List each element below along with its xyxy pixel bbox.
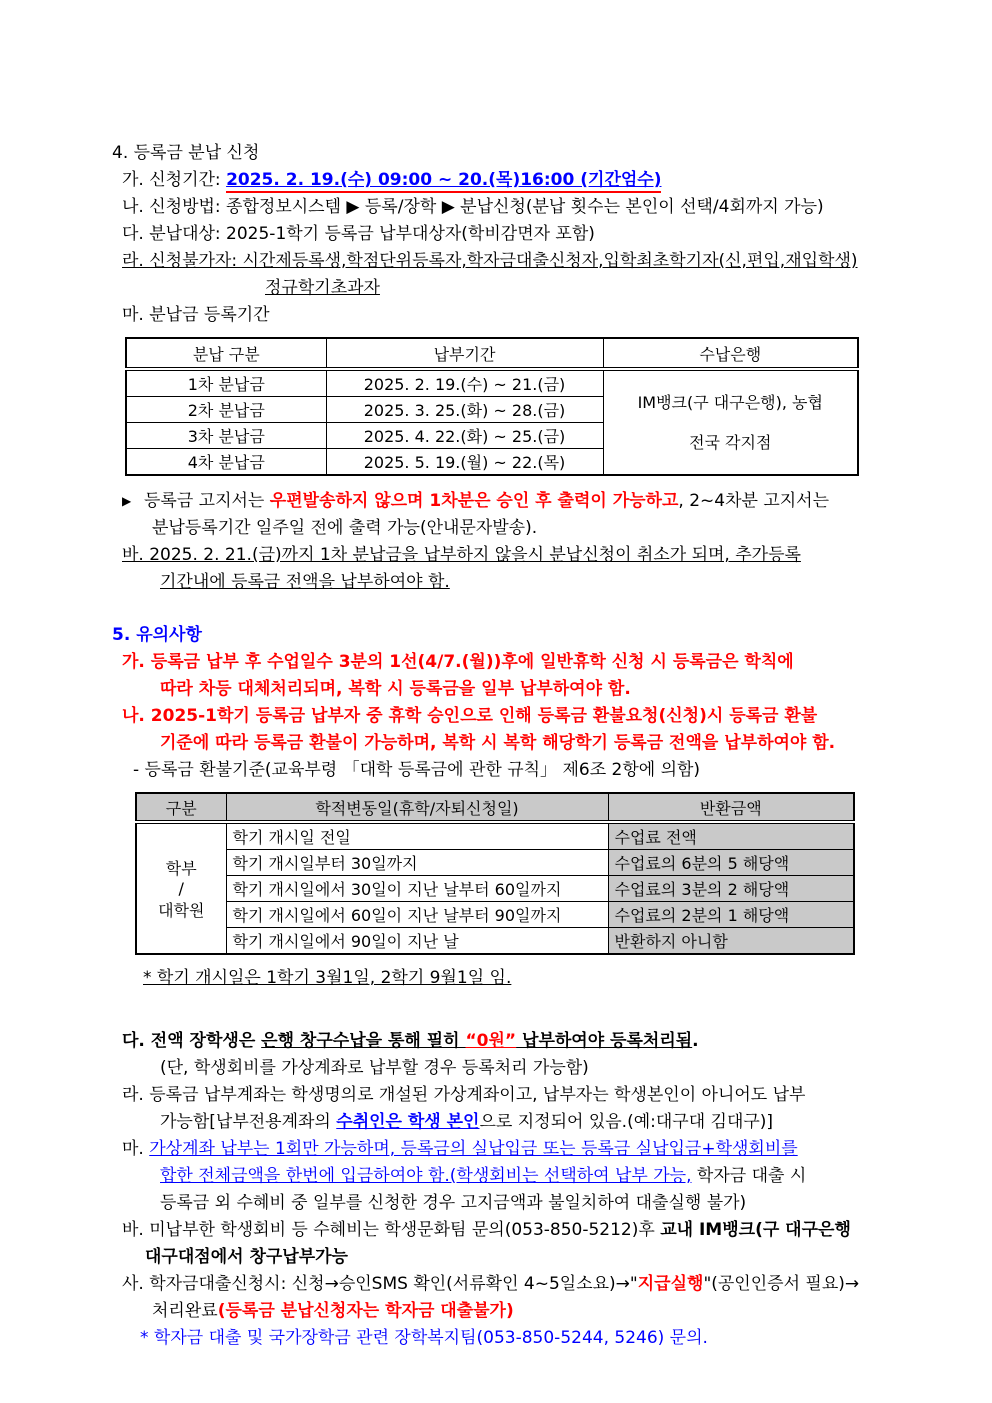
section4-title: 4. 등록금 분납 신청 (112, 143, 260, 163)
section4-item-cancel-warning: 바. 2025. 2. 21.(금)까지 1차 분납금을 납부하지 않을시 분납신청이 취소가 되며, 추가등록 (122, 545, 801, 565)
section5-item-unpaid-fees-cont: 대구대점에서 창구납부가능 (145, 1247, 348, 1267)
document-content (112, 140, 902, 1352)
loan-execution-highlight: 지급실행 (637, 1274, 704, 1294)
section5-item-loan-process: 사. 학자금대출신청시: 신청→승인SMS 확인(서류확인 4~5일소요)→"지급실행"(공인인증서 필요)→ (122, 1274, 860, 1294)
section5-item-leave-rule-cont: 따라 차등 대체처리되며, 복학 시 등록금을 일부 납부하여야 함. (160, 679, 631, 699)
payment-bank-cell (603, 369, 858, 475)
refund-header-change-date: 학적변동일(휴학/자퇴신청일) (226, 793, 608, 822)
section5-item-refund-rule-cont: 기준에 따라 등록금 환불이 가능하며, 복학 시 복학 해당학기 등록금 전액을 납부하여야 함. (160, 733, 836, 753)
bank-name: IM뱅크(구 대구은행), 농협 (637, 392, 823, 412)
payment-table-row: 3차 분납금 2025. 4. 22.(화) ~ 25.(금) (126, 423, 858, 449)
refund-header-amount: 반환금액 (608, 793, 854, 822)
bill-notice: ▶ 등록금 고지서는 우편발송하지 않으며 1차분은 승인 후 출력이 가능하고, 2~4차분 고지서는 (112, 488, 902, 515)
payment-header-period: 납부기간 (326, 338, 603, 369)
refund-table-row: 학기 개시일에서 60일이 지난 날부터 90일까지 수업료의 2분의 1 해당액 (136, 902, 854, 928)
payment-header-division: 분납 구분 (126, 338, 326, 369)
payment-table-header-row (126, 338, 858, 369)
loan-restriction-highlight: (등록금 분납신청자는 학자금 대출불가) (217, 1301, 514, 1321)
payment-table-row: 4차 분납금 2025. 5. 19.(월) ~ 22.(목) (126, 449, 858, 476)
section4-item-target: 다. 분납대상: 2025-1학기 등록금 납부대상자(학비감면자 포함) (122, 224, 595, 244)
refund-table-row: 학부 / 대학원 학기 개시일 전일 수업료 전액 (136, 822, 854, 850)
application-period-value: 2025. 2. 19.(수) 09:00 ~ 20.(목)16:00 (기간엄수) (226, 170, 661, 193)
section5-item-one-time-payment: 마. 가상계좌 납부는 1회만 가능하며, 등록금의 실납입금 또는 등록금 실납입금+학생회비를 (122, 1139, 798, 1159)
section5-item-one-time-payment-cont1: 합한 전체금액을 한번에 입금하여야 함.(학생회비는 선택하여 납부 가능, 학자금 대출 시 (160, 1166, 807, 1186)
refund-header-division: 구분 (136, 793, 226, 822)
section5-item-virtual-account: 라. 등록금 납부계좌는 학생명의로 개설된 가상계좌이고, 납부자는 학생본인이 아니어도 납부 (122, 1085, 806, 1105)
payment-table-row: 2차 분납금 2025. 3. 25.(화) ~ 28.(금) (126, 397, 858, 423)
refund-standard-note: - 등록금 환불기준(교육부령 「대학 등록금에 관한 규칙」 제6조 2항에 의함) (133, 760, 701, 780)
payment-schedule-table (125, 337, 859, 476)
section5-title: 5. 유의사항 (112, 625, 202, 645)
refund-standard-table (135, 792, 855, 955)
spacer (112, 992, 902, 1028)
section4-item-application-period (112, 167, 902, 194)
semester-start-note: * 학기 개시일은 1학기 3월1일, 2학기 9월1일 임. (143, 968, 512, 988)
section5-item-full-scholarship-cont: (단, 학생회비를 가상계좌로 납부할 경우 등록처리 가능함) (160, 1058, 589, 1078)
refund-table-header-row (136, 793, 854, 822)
refund-group-cell: 학부 / 대학원 (136, 822, 226, 954)
spacer (112, 596, 902, 622)
application-period-label: 가. 신청기간: (122, 170, 227, 190)
section5-item-refund-rule: 나. 2025-1학기 등록금 납부자 중 휴학 승인으로 인해 등록금 환불요청(신청)시 등록금 환불 (122, 706, 818, 726)
section5-item-virtual-account-cont: 가능함[납부전용계좌의 수취인은 학생 본인으로 지정되어 있음.(예:대구대 김대구)] (160, 1112, 774, 1132)
triangle-bullet-icon: ▶ (122, 494, 132, 508)
refund-table-row: 학기 개시일부터 30일까지 수업료의 6분의 5 해당액 (136, 850, 854, 876)
bank-branches: 전국 각지점 (689, 432, 772, 452)
refund-table-row: 학기 개시일에서 90일이 지난 날 반환하지 아니함 (136, 928, 854, 955)
section4-item-installment-period: 마. 분납금 등록기간 (122, 305, 270, 325)
zero-won-highlight: “0원” (465, 1031, 517, 1051)
section5-item-loan-process-cont: 처리완료(등록금 분납신청자는 학자금 대출불가) (152, 1301, 514, 1321)
section4-item-cancel-warning-cont: 기간내에 등록금 전액을 납부하여야 함. (160, 572, 450, 592)
bill-notice-red: 우편발송하지 않으며 1차분은 승인 후 출력이 가능하고 (269, 491, 679, 511)
payment-header-bank: 수납은행 (603, 338, 858, 369)
section4-item-not-eligible: 라. 신청불가자: 시간제등록생,학점단위등록자,학자금대출신청자,입학최초학기자(신,편입,재입학생) (122, 251, 858, 271)
section4-item-not-eligible-cont: 정규학기초과자 (265, 278, 380, 298)
payment-table-row: 1차 분납금 2025. 2. 19.(수) ~ 21.(금) IM뱅크(구 대구은행), 농협 전국 각지점 (126, 369, 858, 397)
refund-table-row: 학기 개시일에서 30일이 지난 날부터 60일까지 수업료의 3분의 2 해당액 (136, 876, 854, 902)
section5-item-one-time-payment-cont2: 등록금 외 수혜비 중 일부를 신청한 경우 고지금액과 불일치하여 대출실행 불가) (160, 1193, 747, 1213)
bill-notice-cont: 분납등록기간 일주일 전에 출력 가능(안내문자발송). (152, 518, 538, 538)
payee-highlight: 수취인은 학생 본인 (336, 1112, 480, 1132)
section5-item-leave-rule: 가. 등록금 납부 후 수업일수 3분의 1선(4/7.(월))후에 일반휴학 신청 시 등록금은 학칙에 (122, 652, 794, 672)
loan-contact-note: * 학자금 대출 및 국가장학금 관련 장학복지팀(053-850-5244, 5246) 문의. (140, 1328, 708, 1348)
section5-item-full-scholarship: 다. 전액 장학생은 은행 창구수납을 통해 필히 “0원” 납부하여야 등록처리됨. (122, 1031, 699, 1051)
section4-item-application-method: 나. 신청방법: 종합정보시스템 ▶ 등록/장학 ▶ 분납신청(분납 횟수는 본인이 선택/4회까지 가능) (122, 197, 824, 217)
section5-item-unpaid-fees: 바. 미납부한 학생회비 등 수혜비는 학생문화팀 문의(053-850-5212)후 교내 IM뱅크(구 대구은행 (122, 1220, 851, 1240)
